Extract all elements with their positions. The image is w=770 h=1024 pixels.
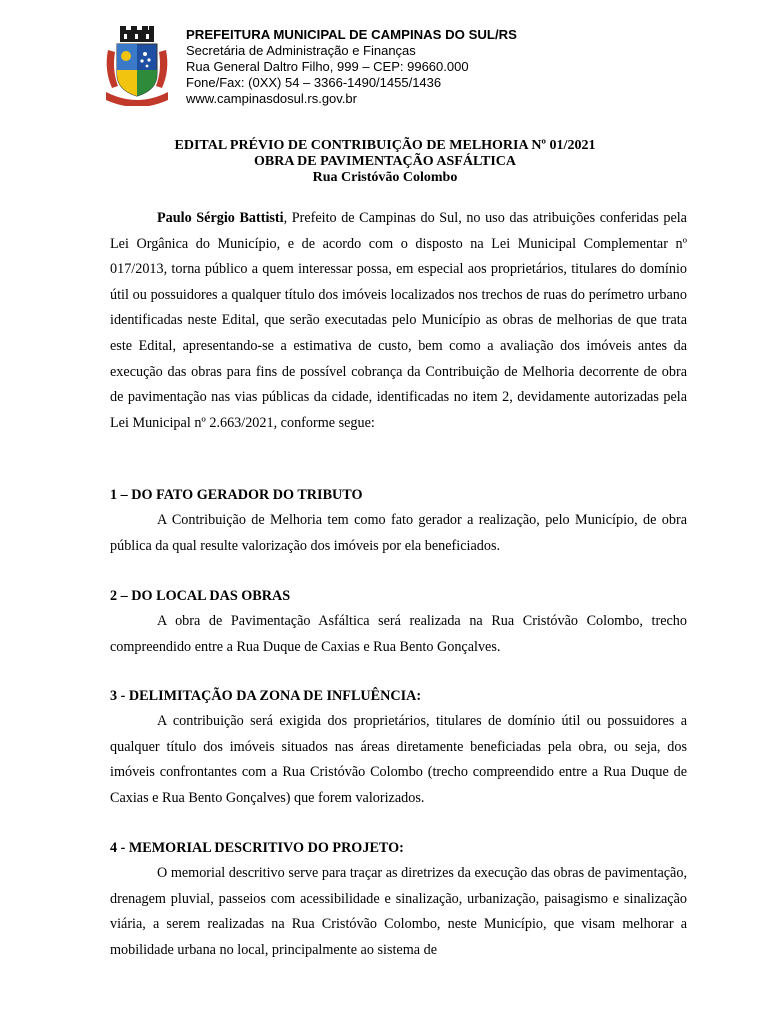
section-3-heading: 3 - DELIMITAÇÃO DA ZONA DE INFLUÊNCIA:: [110, 688, 422, 704]
document-subtitle: OBRA DE PAVIMENTAÇÃO ASFÁLTICA: [253, 154, 517, 169]
section-3-text: A contribuição será exigida dos proprietários, titulares de domínio útil ou possuidores a qualquer título dos imóveis situados nas áreas diretamente beneficiadas pela obra, ou seja, dos imóveis confrontantes com a Rua Cristóvão Colombo (trecho compreendido entre a Rua Duque de Caxias e Rua Bento Gonçalves) que forem valorizados.: [110, 713, 687, 806]
section-3-body: [110, 709, 687, 811]
section-1-text: A Contribuição de Melhoria tem como fato gerador a realização, pelo Município, de obra pública da qual resulte valorização dos imóveis por ela beneficiados.: [110, 512, 687, 554]
letterhead-text: [186, 27, 517, 107]
section-1-heading: 1 – DO FATO GERADOR DO TRIBUTO: [110, 487, 363, 503]
address: Rua General Daltro Filho, 999 – CEP: 99660.000: [186, 59, 469, 74]
section-2-text: A obra de Pavimentação Asfáltica será realizada na Rua Cristóvão Colombo, trecho compreendido entre a Rua Duque de Caxias e Rua Bento Gonçalves.: [110, 613, 687, 655]
document-title-block: [0, 138, 770, 186]
street-name: Rua Cristóvão Colombo: [312, 170, 458, 185]
section-4-text: O memorial descritivo serve para traçar as diretrizes da execução das obras de pavimentação, drenagem pluvial, passeios com acessibilidade e sinalização, urbanização, paisagismo e sinalização viária, a serem realizadas na Rua Cristóvão Colombo, neste Município, que visam melhorar a mobilidade urbana no local, principalmente ao sistema de: [110, 865, 687, 958]
section-4-heading: 4 - MEMORIAL DESCRITIVO DO PROJETO:: [110, 840, 404, 856]
section-2-body: [110, 609, 687, 660]
mayor-name: Paulo Sérgio Battisti: [157, 210, 284, 226]
letterhead: [102, 26, 702, 111]
department-name: Secretária de Administração e Finanças: [186, 43, 416, 58]
municipality-name: PREFEITURA MUNICIPAL DE CAMPINAS DO SUL/RS: [186, 27, 517, 42]
section-2-heading: 2 – DO LOCAL DAS OBRAS: [110, 588, 291, 604]
section-4-body: [110, 861, 687, 963]
intro-text: , Prefeito de Campinas do Sul, no uso das atribuições conferidas pela Lei Orgânica do Município, e de acordo com o disposto na Lei Municipal Complementar nº 017/2013, torna público a quem interessar possa, em especial aos proprietários, titulares do domínio útil ou possuidores a qualquer título dos imóveis localizados nos trechos de ruas do perímetro urbano identificadas neste Edital, que serão executadas pelo Município as obras de melhorias de que trata este Edital, apresentando-se a estimativa de custo, bem como a avaliação dos imóveis antes da execução das obras para fins de possível cobrança da Contribuição de Melhoria decorrente de obra de pavimentação nas vias públicas da cidade, identificadas no item 2, devidamente autorizadas pela Lei Municipal nº 2.663/2021, conforme segue:: [110, 210, 687, 431]
phone-fax: Fone/Fax: (0XX) 54 – 3366-1490/1455/1436: [186, 75, 442, 90]
website: www.campinasdosul.rs.gov.br: [186, 91, 357, 106]
municipal-coat-of-arms-icon: [102, 26, 172, 106]
intro-paragraph-block: [110, 206, 687, 436]
document-title: EDITAL PRÉVIO DE CONTRIBUIÇÃO DE MELHORIA Nº 01/2021: [174, 138, 596, 153]
section-1-body: [110, 508, 687, 559]
intro-paragraph: [110, 206, 687, 436]
